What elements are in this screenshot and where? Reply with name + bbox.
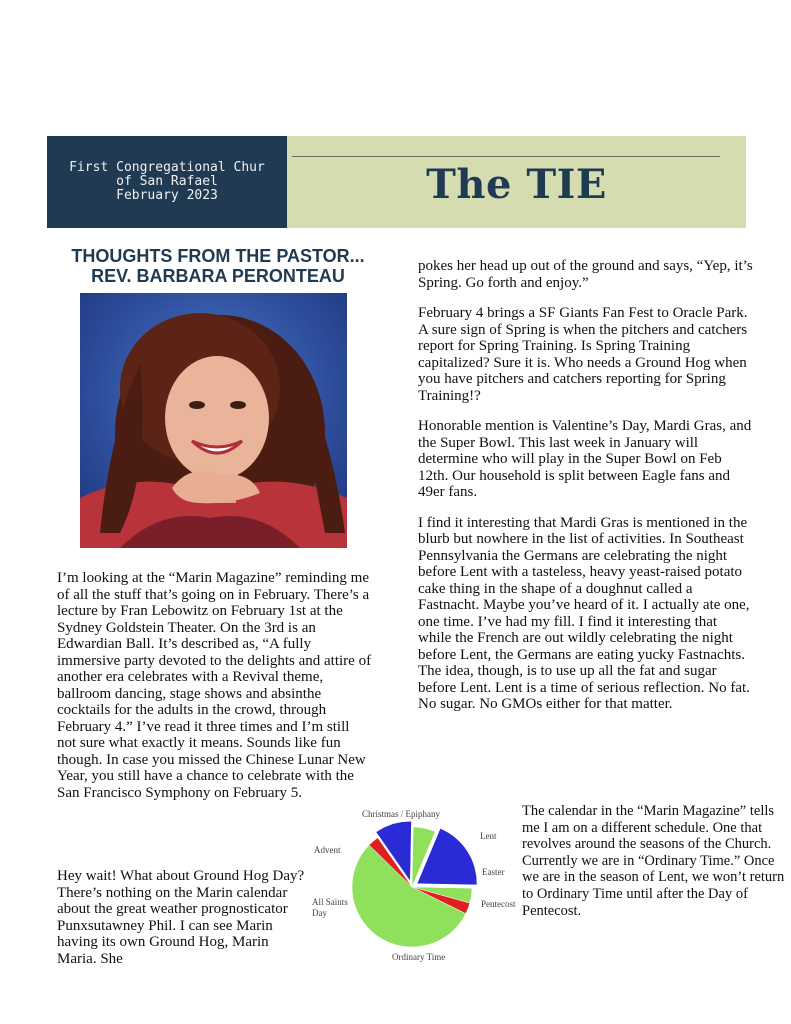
right-paragraph-3: Honorable mention is Valentine’s Day, Mardi Gras, and the Super Bowl. This last week in January will determine who will play in the Super Bowl on Feb 12th. Our household is split between Eagle fans and 49er fans. [418, 418, 752, 500]
church-name-line1: First Congregational Chur [69, 160, 265, 175]
calendar-paragraph-box [522, 803, 791, 919]
article-right-column [418, 258, 753, 713]
pie-label-pentecost: Pentecost [481, 899, 516, 909]
pie-label-christmas-epiphany: Christmas / Epiphany [362, 809, 440, 819]
article-heading-line2: REV. BARBARA PERONTEAU [91, 266, 345, 286]
right-paragraph-4: I find it interesting that Mardi Gras is mentioned in the blurb but nowhere in the list of activities. In Southeast Pennsylvania the Germans are celebrating the night before Lent with a tasteless, heavy yeast-raised potato cake thing in the shape of a doughnut called a Fastnacht. Maybe you’ve heard of it. I actually ate one, one time. I’ve had my fill. I find it interesting that while the French are out wildly celebrating the night before Lent, the Germans are eating yucky Fastnachts. The idea, though, is to use up all the fat and sugar before Lent. Lent is a time of serious reflection. No fat. No sugar. No GMOs either for that matter. [418, 514, 750, 712]
pie-label-ordinary-time: Ordinary Time [392, 952, 446, 962]
issue-date: February 2023 [116, 188, 218, 203]
pastor-portrait-illustration [80, 293, 347, 548]
pie-label-advent: Advent [314, 845, 341, 855]
church-name-line2: of San Rafael [116, 174, 218, 189]
pie-label-all-saints-day: All Saints Day [312, 897, 348, 918]
right-paragraph-1: pokes her head up out of the ground and says, “Yep, it’s Spring. Go forth and enjoy.” [418, 258, 753, 291]
church-info-box [47, 136, 287, 228]
article-heading [50, 246, 386, 286]
calendar-paragraph: The calendar in the “Marin Magazine” tells me I am on a different schedule. One that revolves around the seasons of the Church. Currently we are in “Ordinary Time.” Once we are in the season of Lent, we won’t return to Ordinary Time until after the Day of Pentecost. [522, 803, 785, 919]
pastor-photo [80, 293, 347, 548]
article-heading-line1: THOUGHTS FROM THE PASTOR... [71, 246, 365, 266]
article-left-column [57, 570, 372, 801]
left-paragraph-1: I’m looking at the “Marin Magazine” reminding me of all the stuff that’s going on in February. There’s a lecture by Fran Lebowitz on February 1st at the Sydney Goldstein Theater. On the 3rd is an Edwardian Ball. It’s described as, “A fully immersive party devoted to the delights and attire of another era celebrates with a Revival theme, ballroom dancing, stage shows and absinthe cocktails for the adults in the crowd, through February 4.” I’ve read it three times and I’m still not sure what exactly it means. Sounds like fun though. In case you missed the Chinese Lunar New Year, you still have a chance to celebrate with the San Francisco Symphony on February 5. [57, 570, 372, 801]
pie-label-easter: Easter [482, 867, 505, 877]
left-paragraph-2: Hey wait! What about Ground Hog Day? There’s nothing on the Marin calendar about the great weather prognosticator Punxsutawney Phil. I can see Marin having its own Ground Hog, Marin Maria. She [57, 868, 305, 967]
pie-label-lent: Lent [480, 831, 497, 841]
masthead [287, 136, 746, 228]
right-paragraph-2: February 4 brings a SF Giants Fan Fest to Oracle Park. A sure sign of Spring is when the pitchers and catchers report for Spring Training. Is Spring Training capitalized? Sure it is. Who needs a Ground Hog when you have pitchers and catchers reporting for Spring Training!? [418, 305, 748, 404]
pie-chart-svg [304, 803, 520, 965]
church-seasons-pie-chart [304, 803, 520, 965]
masthead-rule [292, 156, 720, 157]
left-bottom-paragraph-box [57, 868, 307, 967]
newsletter-title: The TIE [426, 161, 607, 208]
